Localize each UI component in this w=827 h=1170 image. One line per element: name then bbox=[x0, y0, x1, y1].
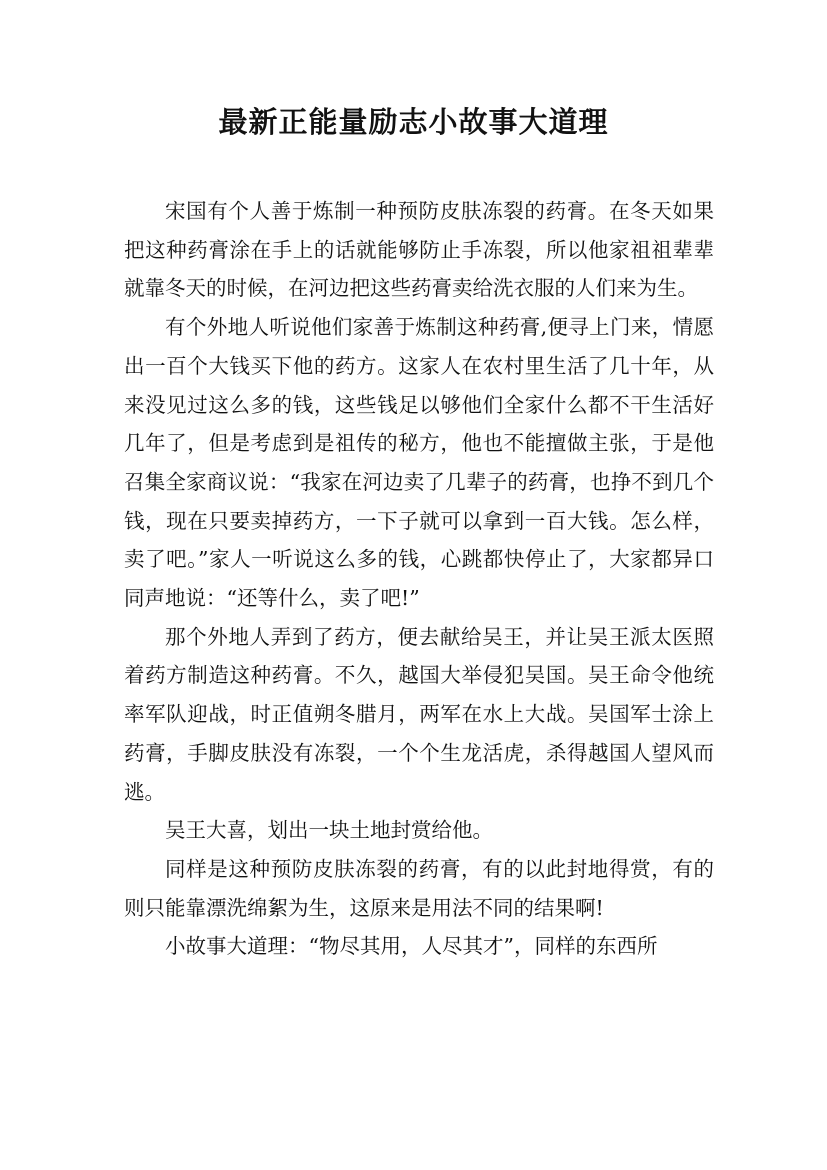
paragraph: 那个外地人弄到了药方，便去献给吴王，并让吴王派太医照着药方制造这种药膏。不久，越国大举侵犯吴国。吴王命令他统率军队迎战，时正值朔冬腊月，两军在水上大战。吴国军士涂上药膏，手脚皮肤没有冻裂，一个个生龙活虎，杀得越国人望风而逃。 bbox=[124, 624, 714, 804]
paragraph: 同样是这种预防皮肤冻裂的药膏，有的以此封地得赏，有的则只能靠漂洗绵絮为生，这原来是用法不同的结果啊! bbox=[124, 856, 714, 920]
paragraph: 宋国有个人善于炼制一种预防皮肤冻裂的药膏。在冬天如果把这种药膏涂在手上的话就能够防止手冻裂，所以他家祖祖辈辈就靠冬天的时候，在河边把这些药膏卖给洗衣服的人们来为生。 bbox=[124, 199, 714, 301]
document-body bbox=[124, 192, 714, 966]
paragraph: 有个外地人听说他们家善于炼制这种药膏,便寻上门来，情愿出一百个大钱买下他的药方。这家人在农村里生活了几十年，从来没见过这么多的钱，这些钱足以够他们全家什么都不干生活好几年了，但是考虑到是祖传的秘方，他也不能擅做主张，于是他召集全家商议说：“我家在河边卖了几辈子的药膏，也挣不到几个钱，现在只要卖掉药方，一下子就可以拿到一百大钱。怎么样，卖了吧。”家人一听说这么多的钱，心跳都快停止了，大家都异口同声地说：“还等什么，卖了吧!” bbox=[124, 315, 714, 611]
paragraph: 小故事大道理：“物尽其用，人尽其才”，同样的东西所 bbox=[165, 934, 658, 959]
document-title: 最新正能量励志小故事大道理 bbox=[218, 105, 609, 139]
paragraph: 吴王大喜，划出一块土地封赏给他。 bbox=[165, 818, 493, 843]
